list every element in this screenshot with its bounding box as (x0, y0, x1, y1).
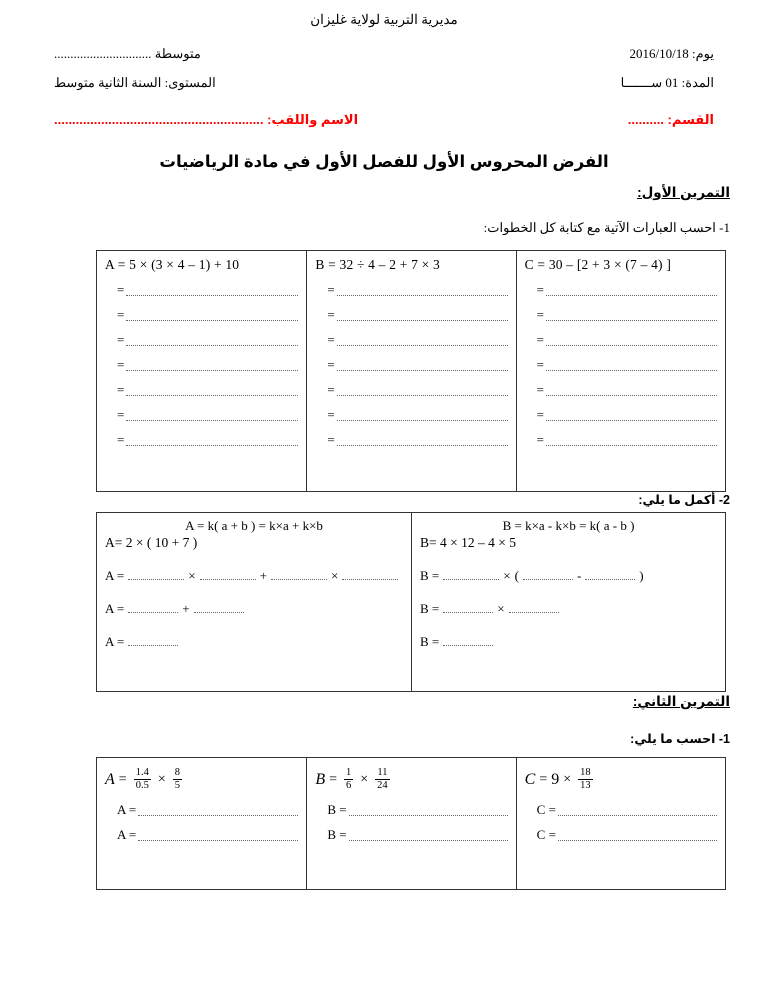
equals-sign: = (117, 382, 125, 397)
exercise-2-heading: التمرين الثاني: (632, 694, 730, 709)
dotted-line[interactable] (126, 410, 298, 421)
equals-sign: = (118, 772, 127, 788)
times-symbol: × (330, 568, 339, 583)
answer-label: A = (117, 826, 137, 842)
equals-sign: = (327, 407, 335, 422)
dotted-line[interactable] (337, 335, 508, 346)
class-section-label: القسم: (667, 112, 714, 127)
answer-label: C = (536, 801, 556, 817)
header-row-level-duration (54, 75, 714, 91)
dotted-line[interactable] (126, 285, 298, 296)
minus-symbol: - (576, 568, 582, 583)
dotted-line[interactable] (546, 285, 717, 296)
distributive-step-a-2[interactable] (105, 601, 403, 617)
blank-field[interactable] (443, 601, 493, 613)
student-name-label: الاسم واللقب: (267, 112, 359, 127)
table-cell-fraction-b (306, 758, 515, 889)
distributive-rule-a: A = k( a + b ) = k×a + k×b (185, 518, 323, 533)
expressions-table (96, 250, 726, 492)
level-field: المستوى: السنة الثانية متوسط (54, 75, 216, 90)
date-label: يوم: (692, 46, 714, 61)
organization-title: مديرية التربية لولاية غليزان (310, 12, 458, 27)
answer-line[interactable] (327, 827, 507, 843)
whole-number: 9 (551, 771, 560, 789)
fraction (578, 767, 593, 792)
answer-line[interactable] (327, 382, 507, 398)
equals-sign: = (327, 357, 335, 372)
equals-sign: = (117, 432, 125, 447)
dotted-line[interactable] (558, 830, 717, 841)
step-label: A = (105, 568, 125, 583)
blank-field[interactable] (443, 568, 499, 580)
step-label: A = (105, 634, 125, 649)
equals-sign: = (117, 332, 125, 347)
answer-line[interactable] (537, 332, 717, 348)
answer-line[interactable] (327, 802, 507, 818)
dotted-line[interactable] (126, 335, 298, 346)
step-label: B = (420, 601, 440, 616)
school-label: متوسطة (154, 46, 201, 61)
plus-symbol: + (182, 601, 190, 616)
times-symbol: × (503, 568, 511, 583)
distributive-step-b-3[interactable] (420, 634, 717, 650)
answer-label: B = (327, 826, 347, 842)
distributive-given-a: A= 2 × ( 10 + 7 ) (105, 535, 198, 550)
blank-field[interactable] (585, 568, 635, 580)
answer-line[interactable] (117, 827, 298, 843)
answer-line[interactable] (537, 282, 717, 298)
step-label: B = (420, 634, 440, 649)
dotted-line[interactable] (546, 335, 717, 346)
equals-sign: = (539, 772, 548, 788)
equals-sign: = (536, 282, 544, 297)
date-value: 2016/10/18 (629, 46, 689, 61)
distributive-step-b-2[interactable] (420, 601, 717, 617)
blank-field[interactable] (128, 568, 184, 580)
answer-line[interactable] (327, 407, 507, 423)
equals-sign: = (327, 332, 335, 347)
answer-line[interactable] (117, 802, 298, 818)
school-dots: .............................. (54, 46, 152, 61)
fraction (375, 767, 390, 792)
left-paren: ( (514, 568, 519, 583)
expression-a: A = 5 × (3 × 4 – 1) + 10 (105, 257, 240, 272)
answer-label: A = (117, 801, 137, 817)
answer-line[interactable] (327, 357, 507, 373)
dotted-line[interactable] (546, 385, 717, 396)
table-cell-expression-a (97, 251, 306, 491)
equals-sign: = (117, 357, 125, 372)
numerator: 18 (580, 767, 591, 778)
duration-unit: ســـــــا (620, 75, 663, 90)
variable-label: C (524, 771, 536, 789)
distributive-step-a-1[interactable] (105, 568, 403, 584)
dotted-line[interactable] (337, 435, 508, 446)
dotted-line[interactable] (337, 285, 508, 296)
table-cell-fraction-c (516, 758, 725, 889)
fractions-table (96, 757, 726, 890)
denominator: 5 (174, 779, 180, 791)
fraction (344, 767, 353, 792)
answer-line[interactable] (117, 382, 298, 398)
exercise-2-question-1: 1- احسب ما يلي: (630, 732, 730, 746)
class-section-dots: .......... (627, 112, 664, 127)
answer-line[interactable] (117, 407, 298, 423)
equals-sign: = (536, 357, 544, 372)
equals-sign: = (327, 382, 335, 397)
duration-label: المدة: (681, 75, 714, 90)
dotted-line[interactable] (546, 360, 717, 371)
dotted-line[interactable] (126, 385, 298, 396)
fraction-expression-b (315, 768, 507, 793)
denominator: 0.5 (135, 779, 149, 791)
blank-field[interactable] (128, 634, 178, 646)
duration-field (621, 75, 714, 91)
school-field (54, 46, 201, 62)
date-field (630, 46, 714, 62)
expression-b: B = 32 ÷ 4 – 2 + 7 × 3 (315, 257, 440, 272)
dotted-line[interactable] (546, 310, 717, 321)
numerator: 1.4 (135, 767, 149, 778)
equals-sign: = (536, 407, 544, 422)
numerator: 11 (377, 767, 388, 778)
dotted-line[interactable] (349, 805, 508, 816)
exercise-1-question-1: 1- احسب العبارات الآتية مع كتابة كل الخطوات: (483, 220, 730, 235)
dotted-line[interactable] (126, 310, 298, 321)
answer-line[interactable] (537, 802, 717, 818)
dotted-line[interactable] (138, 805, 298, 816)
student-name-dots: .......................................................... (54, 112, 264, 127)
answer-line[interactable] (327, 332, 507, 348)
fraction (173, 767, 182, 792)
answer-line[interactable] (537, 307, 717, 323)
student-name-field[interactable] (54, 112, 358, 128)
blank-field[interactable] (128, 601, 178, 613)
answer-line[interactable] (537, 382, 717, 398)
dotted-line[interactable] (546, 435, 717, 446)
distributive-law-table (96, 512, 726, 692)
header-row-name-section (54, 112, 714, 128)
equals-sign: = (329, 772, 338, 788)
answer-line[interactable] (117, 432, 298, 448)
dotted-line[interactable] (546, 410, 717, 421)
equals-sign: = (327, 282, 335, 297)
times-symbol: × (157, 772, 166, 788)
equals-sign: = (536, 332, 544, 347)
equals-sign: = (536, 307, 544, 322)
fraction-expression-c (525, 768, 717, 793)
times-symbol: × (563, 772, 572, 788)
answer-line[interactable] (537, 407, 717, 423)
equals-sign: = (117, 282, 125, 297)
expression-c: C = 30 – [2 + 3 × (7 – 4) ] (524, 257, 672, 272)
table-cell-fraction-a (97, 758, 306, 889)
dotted-line[interactable] (337, 385, 508, 396)
equals-sign: = (327, 432, 335, 447)
answer-label: C = (536, 826, 556, 842)
fraction (134, 767, 151, 792)
dotted-line[interactable] (337, 360, 508, 371)
variable-label: A (105, 771, 115, 789)
times-symbol: × (188, 568, 196, 583)
distributive-given-b: B= 4 × 12 – 4 × 5 (420, 535, 516, 550)
step-label: B = (420, 568, 440, 583)
equals-sign: = (327, 307, 335, 322)
answer-line[interactable] (327, 432, 507, 448)
equals-sign: = (117, 307, 125, 322)
table-cell-expression-b (306, 251, 515, 491)
dotted-line[interactable] (126, 360, 298, 371)
dotted-line[interactable] (126, 435, 298, 446)
blank-field[interactable] (523, 568, 573, 580)
answer-line[interactable] (117, 282, 298, 298)
dotted-line[interactable] (558, 805, 717, 816)
right-paren: ) (639, 568, 644, 583)
answer-line[interactable] (537, 827, 717, 843)
blank-field[interactable] (194, 601, 244, 613)
answer-label: B = (327, 801, 347, 817)
exercise-1-heading: التمرين الأول: (637, 185, 730, 200)
dotted-line[interactable] (337, 310, 508, 321)
equals-sign: = (117, 407, 125, 422)
blank-field[interactable] (200, 568, 256, 580)
distributive-step-b-1[interactable] (420, 568, 717, 584)
table-cell-distributive-a (97, 513, 411, 691)
step-label: A = (105, 601, 125, 616)
equals-sign: = (536, 432, 544, 447)
answer-line[interactable] (117, 332, 298, 348)
blank-field[interactable] (509, 601, 559, 613)
numerator: 1 (346, 767, 352, 778)
duration-value: 01 (665, 75, 679, 90)
blank-field[interactable] (443, 634, 493, 646)
class-section-field[interactable] (628, 112, 714, 128)
table-cell-distributive-b (411, 513, 725, 691)
answer-line[interactable] (537, 357, 717, 373)
variable-label: B (315, 771, 326, 789)
denominator: 24 (377, 779, 388, 791)
exercise-1-question-2: 2- أكمل ما يلي: (638, 493, 730, 507)
times-symbol: × (497, 601, 505, 616)
header-row-school-date (54, 46, 714, 62)
dotted-line[interactable] (138, 830, 298, 841)
numerator: 8 (174, 767, 180, 778)
blank-field[interactable] (271, 568, 327, 580)
denominator: 6 (346, 779, 352, 791)
table-cell-expression-c (516, 251, 725, 491)
blank-field[interactable] (342, 568, 398, 580)
dotted-line[interactable] (337, 410, 508, 421)
times-symbol: × (360, 772, 369, 788)
equals-sign: = (536, 382, 544, 397)
plus-symbol: + (259, 568, 267, 583)
page-title: الفرض المحروس الأول للفصل الأول في مادة الرياضيات (159, 153, 609, 171)
answer-line[interactable] (537, 432, 717, 448)
fraction-expression-a (105, 768, 298, 793)
denominator: 13 (580, 779, 591, 791)
answer-line[interactable] (327, 282, 507, 298)
distributive-step-a-3[interactable] (105, 634, 403, 650)
answer-line[interactable] (327, 307, 507, 323)
dotted-line[interactable] (349, 830, 508, 841)
answer-line[interactable] (117, 307, 298, 323)
answer-line[interactable] (117, 357, 298, 373)
distributive-rule-b: B = k×a - k×b = k( a - b ) (502, 518, 635, 533)
